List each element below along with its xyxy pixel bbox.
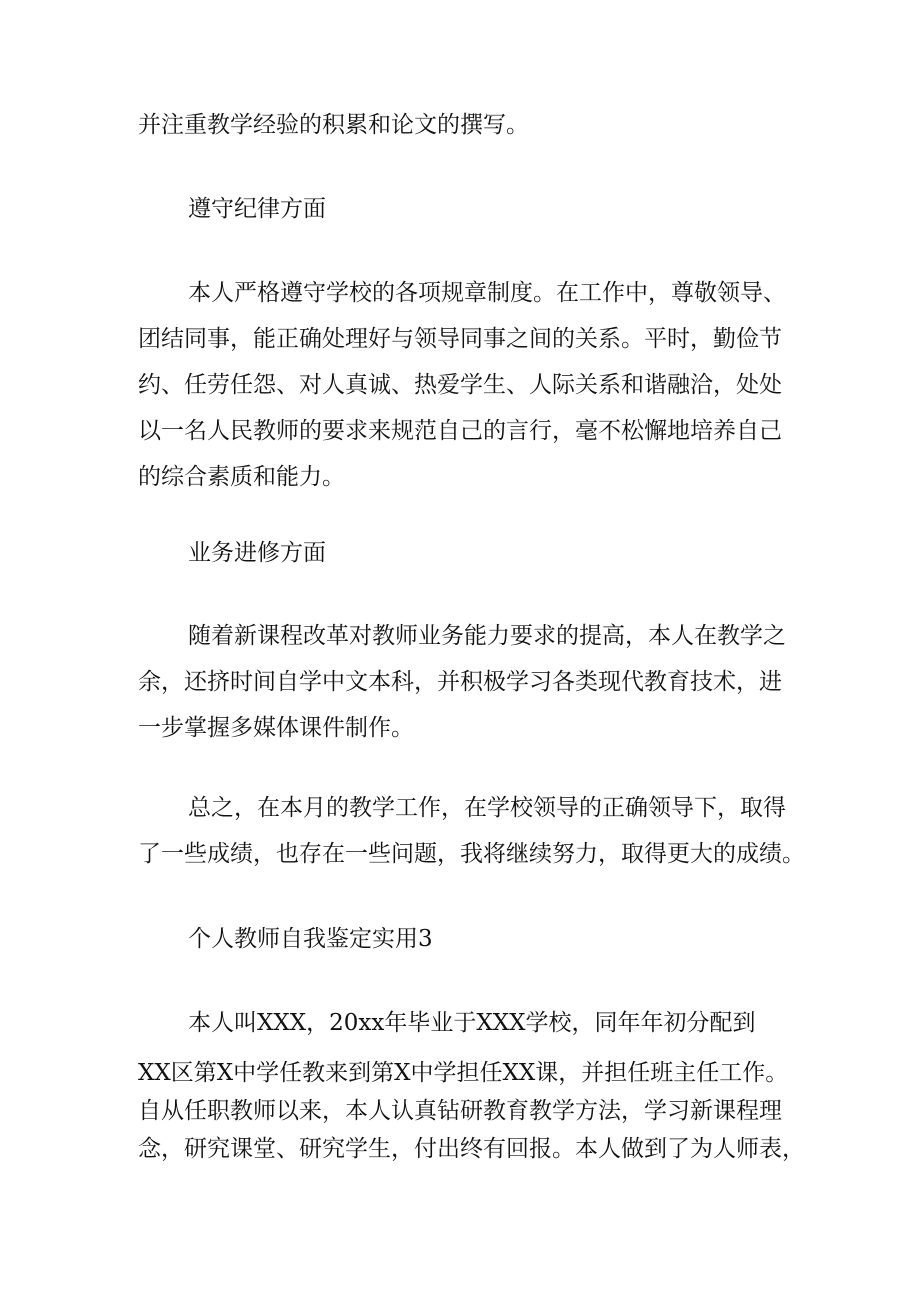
section-heading-study: 业务进修方面 [188, 540, 326, 566]
paragraph-intro-cont-line: XX区第X中学任教来到第X中学担任XX课，并担任班主任工作。 [138, 1060, 789, 1086]
section-heading-discipline: 遵守纪律方面 [188, 196, 326, 222]
paragraph-discipline-line: 以一名人民教师的要求来规范自己的言行，毫不松懈地培养自己 [138, 418, 782, 444]
paragraph-study-line: 一步掌握多媒体课件制作。 [138, 715, 414, 741]
paragraph-study-line: 余，还挤时间自学中文本科，并积极学习各类现代教育技术，进 [138, 669, 782, 695]
paragraph-discipline-line: 本人严格遵守学校的各项规章制度。在工作中，尊敬领导、 [188, 280, 786, 306]
paragraph-intro-cont-line: 自从任职教师以来，本人认真钻研教育教学方法，学习新课程理 [138, 1098, 782, 1124]
paragraph-discipline-line: 团结同事，能正确处理好与领导同事之间的关系。平时，勤俭节 [138, 326, 782, 352]
paragraph-summary-line: 了一些成绩，也存在一些问题，我将继续努力，取得更大的成绩。 [138, 841, 805, 867]
paragraph-summary-line: 总之，在本月的教学工作，在学校领导的正确领导下，取得 [188, 795, 786, 821]
paragraph-continuation-line: 并注重教学经验的积累和论文的撰写。 [138, 112, 529, 138]
paragraph-discipline-line: 的综合素质和能力。 [138, 464, 345, 490]
paragraph-discipline-line: 约、任劳任怨、对人真诚、热爱学生、人际关系和谐融洽，处处 [138, 372, 782, 398]
section-heading-section3: 个人教师自我鉴定实用3 [188, 926, 433, 952]
paragraph-intro-cont-line: 念，研究课堂、研究学生，付出终有回报。本人做到了为人师表， [138, 1136, 805, 1162]
paragraph-intro-line: 本人叫XXX，20xx年毕业于XXX学校，同年年初分配到 [188, 1010, 756, 1036]
paragraph-study-line: 随着新课程改革对教师业务能力要求的提高，本人在教学之 [188, 623, 786, 649]
